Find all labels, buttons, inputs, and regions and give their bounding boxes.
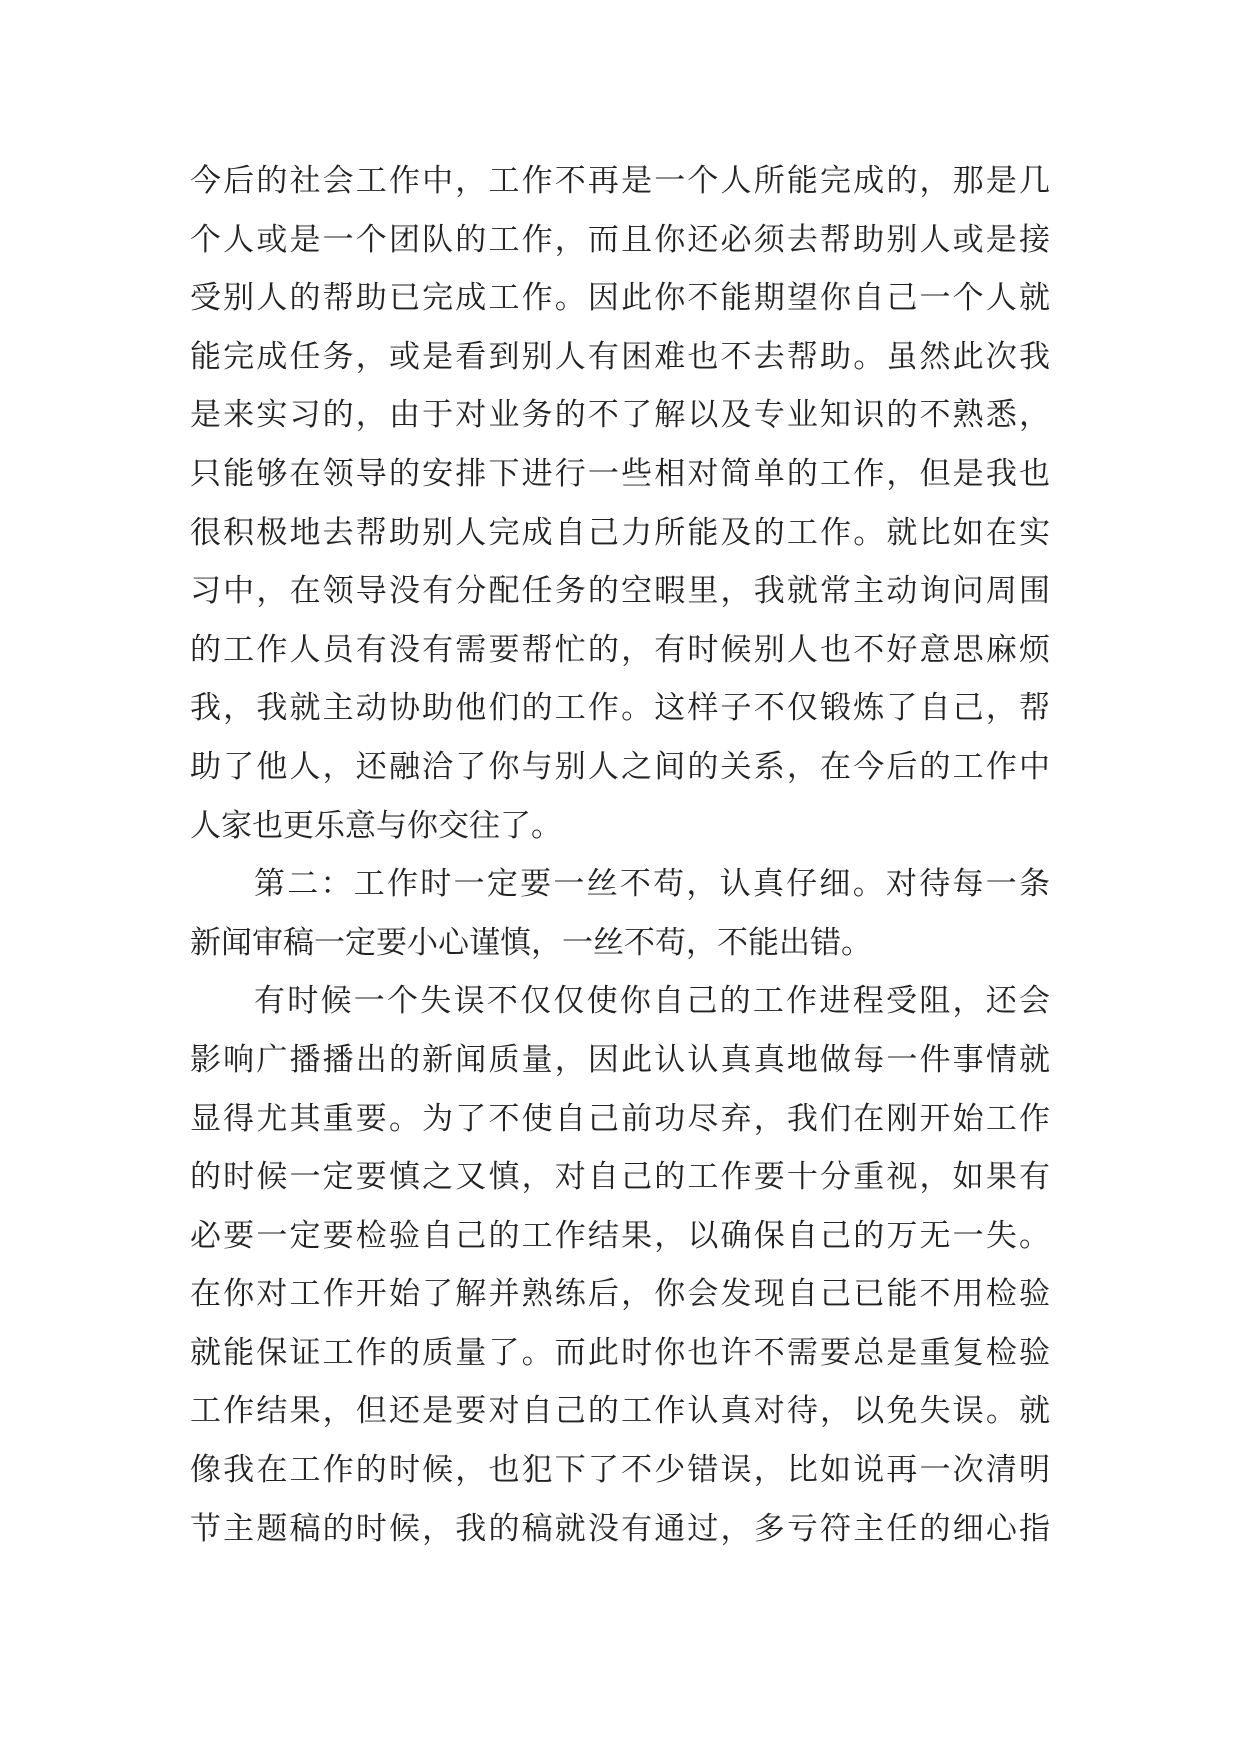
text-line: 受别人的帮助已完成工作。因此你不能期望你自己一个人就 — [190, 280, 1050, 317]
text-line: 在你对工作开始了解并熟练后，你会发现自己已能不用检验 — [190, 1276, 1050, 1313]
paragraph-first-line: 有时候一个失误不仅仅使你自己的工作进程受阻，还会 — [254, 983, 1050, 1020]
text-line: 节主题稿的时候，我的稿就没有通过，多亏符主任的细心指 — [190, 1510, 1050, 1547]
text-line: 像我在工作的时候，也犯下了不少错误，比如说再一次清明 — [190, 1452, 1050, 1489]
text-line: 很积极地去帮助别人完成自己力所能及的工作。就比如在实 — [190, 514, 1050, 551]
text-line: 只能够在领导的安排下进行一些相对简单的工作，但是我也 — [190, 455, 1050, 492]
text-line: 新闻审稿一定要小心谨慎，一丝不苟，不能出错。 — [190, 924, 872, 961]
text-line: 个人或是一个团队的工作，而且你还必须去帮助别人或是接 — [190, 221, 1050, 258]
text-line: 工作结果，但还是要对自己的工作认真对待，以免失误。就 — [190, 1393, 1050, 1430]
text-line: 的工作人员有没有需要帮忙的，有时候别人也不好意思麻烦 — [190, 631, 1050, 668]
text-line: 能完成任务，或是看到别人有困难也不去帮助。虽然此次我 — [190, 338, 1050, 375]
text-line: 今后的社会工作中，工作不再是一个人所能完成的，那是几 — [190, 163, 1050, 199]
document-body — [190, 152, 1050, 1558]
text-line: 人家也更乐意与你交往了。 — [190, 807, 562, 844]
text-line: 习中，在领导没有分配任务的空暇里，我就常主动询问周围 — [190, 573, 1050, 610]
paragraph-first-line: 第二：工作时一定要一丝不苟，认真仔细。对待每一条 — [254, 866, 1050, 903]
text-line: 就能保证工作的质量了。而此时你也许不需要总是重复检验 — [190, 1334, 1050, 1371]
text-line: 我，我就主动协助他们的工作。这样子不仅锻炼了自己，帮 — [190, 690, 1050, 727]
text-line: 影响广播播出的新闻质量，因此认认真真地做每一件事情就 — [190, 1041, 1050, 1078]
text-line: 显得尤其重要。为了不使自己前功尽弃，我们在刚开始工作 — [190, 1100, 1050, 1137]
text-line: 是来实习的，由于对业务的不了解以及专业知识的不熟悉， — [190, 397, 1050, 434]
text-line: 助了他人，还融洽了你与别人之间的关系，在今后的工作中 — [190, 748, 1050, 785]
text-line: 必要一定要检验自己的工作结果，以确保自己的万无一失。 — [190, 1217, 1050, 1254]
text-line: 的时候一定要慎之又慎，对自己的工作要十分重视，如果有 — [190, 1159, 1050, 1196]
